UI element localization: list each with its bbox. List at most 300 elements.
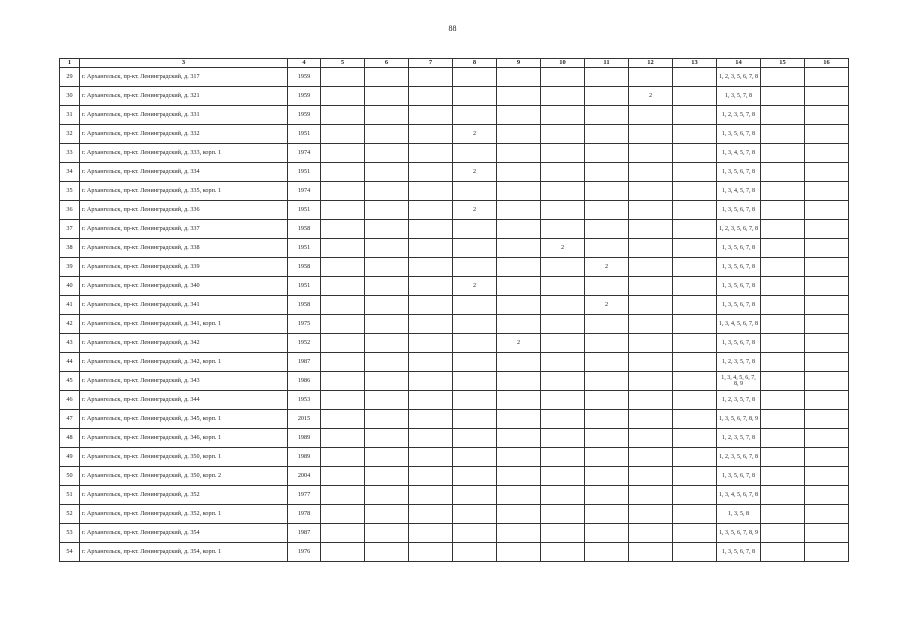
- table-cell: [585, 486, 629, 505]
- table-cell: [629, 144, 673, 163]
- table-cell: [673, 429, 717, 448]
- table-cell: [365, 315, 409, 334]
- address-cell: г. Архангельск, пр-кт. Ленинградский, д. 341: [80, 296, 288, 315]
- table-cell: 1, 3, 4, 5, 6, 7, 8, 9: [717, 372, 761, 391]
- row-number-cell: 44: [60, 353, 80, 372]
- table-cell: 1, 3, 5, 6, 7, 8: [717, 277, 761, 296]
- table-cell: [365, 296, 409, 315]
- table-cell: [673, 410, 717, 429]
- row-number-cell: 48: [60, 429, 80, 448]
- table-row: [60, 182, 849, 201]
- table-cell: [629, 201, 673, 220]
- table-cell: 2: [453, 201, 497, 220]
- table-cell: [761, 258, 805, 277]
- table-cell: [321, 87, 365, 106]
- year-cell: 1987: [288, 524, 321, 543]
- table-cell: [321, 106, 365, 125]
- table-cell: [673, 334, 717, 353]
- table-cell: [453, 391, 497, 410]
- table-cell: 2: [497, 334, 541, 353]
- address-cell: г. Архангельск, пр-кт. Ленинградский, д. 354, корп. 1: [80, 543, 288, 562]
- table-cell: 1, 2, 3, 5, 7, 8: [717, 391, 761, 410]
- table-cell: [673, 125, 717, 144]
- row-number-cell: 30: [60, 87, 80, 106]
- table-cell: [585, 125, 629, 144]
- table-cell: [541, 334, 585, 353]
- table-cell: [673, 239, 717, 258]
- table-cell: [673, 448, 717, 467]
- year-cell: 1958: [288, 258, 321, 277]
- row-number-cell: 31: [60, 106, 80, 125]
- year-cell: 1974: [288, 182, 321, 201]
- table-cell: [805, 182, 849, 201]
- table-cell: [629, 505, 673, 524]
- table-cell: [321, 372, 365, 391]
- table-cell: [629, 220, 673, 239]
- table-cell: [365, 125, 409, 144]
- table-cell: [805, 201, 849, 220]
- table-cell: [497, 353, 541, 372]
- row-number-cell: 33: [60, 144, 80, 163]
- table-row: [60, 486, 849, 505]
- table-cell: [805, 296, 849, 315]
- table-cell: [321, 182, 365, 201]
- row-number-cell: 49: [60, 448, 80, 467]
- table-cell: [453, 296, 497, 315]
- table-cell: [409, 239, 453, 258]
- table-cell: [453, 239, 497, 258]
- table-cell: [409, 220, 453, 239]
- row-number-cell: 29: [60, 68, 80, 87]
- table-cell: [585, 163, 629, 182]
- row-number-cell: 32: [60, 125, 80, 144]
- table-cell: [321, 467, 365, 486]
- table-row: [60, 467, 849, 486]
- table-cell: [409, 68, 453, 87]
- table-cell: [409, 277, 453, 296]
- table-cell: 1, 3, 5, 7, 8: [717, 87, 761, 106]
- table-cell: 1, 3, 5, 6, 7, 8: [717, 543, 761, 562]
- table-cell: [585, 448, 629, 467]
- row-number-cell: 37: [60, 220, 80, 239]
- row-number-cell: 39: [60, 258, 80, 277]
- table-cell: [409, 448, 453, 467]
- table-cell: [409, 125, 453, 144]
- table-cell: [497, 410, 541, 429]
- table-row: [60, 391, 849, 410]
- table-cell: [805, 486, 849, 505]
- table-cell: [497, 201, 541, 220]
- table-cell: [805, 144, 849, 163]
- address-cell: г. Архангельск, пр-кт. Ленинградский, д. 342: [80, 334, 288, 353]
- table-cell: [453, 334, 497, 353]
- table-cell: [805, 68, 849, 87]
- address-cell: г. Архангельск, пр-кт. Ленинградский, д. 335, корп. 1: [80, 182, 288, 201]
- year-cell: 2015: [288, 410, 321, 429]
- table-cell: [541, 220, 585, 239]
- table-cell: [409, 353, 453, 372]
- address-cell: г. Архангельск, пр-кт. Ленинградский, д. 344: [80, 391, 288, 410]
- table-cell: [497, 524, 541, 543]
- table-cell: [321, 125, 365, 144]
- table-cell: [805, 106, 849, 125]
- table-cell: [409, 163, 453, 182]
- table-cell: 1, 3, 5, 6, 7, 8, 9: [717, 524, 761, 543]
- table-cell: 1, 3, 4, 5, 6, 7, 8: [717, 486, 761, 505]
- table-cell: [541, 372, 585, 391]
- table-cell: [629, 315, 673, 334]
- table-cell: [541, 391, 585, 410]
- table-cell: [365, 220, 409, 239]
- table-row: [60, 296, 849, 315]
- table-row: [60, 87, 849, 106]
- year-cell: 1975: [288, 315, 321, 334]
- table-cell: [673, 296, 717, 315]
- address-cell: г. Архангельск, пр-кт. Ленинградский, д. 331: [80, 106, 288, 125]
- table-cell: [761, 334, 805, 353]
- table-cell: [321, 486, 365, 505]
- table-cell: [321, 429, 365, 448]
- table-cell: [321, 239, 365, 258]
- column-header: 9: [497, 59, 541, 68]
- table-cell: [497, 239, 541, 258]
- table-cell: [629, 486, 673, 505]
- table-row: [60, 372, 849, 391]
- row-number-cell: 51: [60, 486, 80, 505]
- table-cell: [453, 220, 497, 239]
- table-cell: [673, 505, 717, 524]
- table-cell: [673, 277, 717, 296]
- table-cell: [497, 220, 541, 239]
- address-cell: г. Архангельск, пр-кт. Ленинградский, д. 354: [80, 524, 288, 543]
- row-number-cell: 38: [60, 239, 80, 258]
- table-cell: [805, 87, 849, 106]
- table-cell: 1, 2, 3, 5, 6, 7, 8: [717, 448, 761, 467]
- table-cell: [409, 410, 453, 429]
- column-header: 16: [805, 59, 849, 68]
- year-cell: 1953: [288, 391, 321, 410]
- table-cell: 1, 3, 5, 6, 7, 8: [717, 334, 761, 353]
- table-cell: [409, 182, 453, 201]
- table-cell: [409, 258, 453, 277]
- table-cell: [365, 410, 409, 429]
- table-cell: [365, 334, 409, 353]
- table-cell: [541, 182, 585, 201]
- table-cell: [453, 429, 497, 448]
- column-header: 10: [541, 59, 585, 68]
- row-number-cell: 41: [60, 296, 80, 315]
- table-row: [60, 543, 849, 562]
- table-cell: [805, 505, 849, 524]
- table-cell: [761, 296, 805, 315]
- year-cell: 1959: [288, 87, 321, 106]
- table-cell: [321, 448, 365, 467]
- table-cell: 2: [541, 239, 585, 258]
- table-cell: [805, 524, 849, 543]
- table-cell: [629, 258, 673, 277]
- table-cell: 1, 3, 5, 8: [717, 505, 761, 524]
- table-cell: [409, 429, 453, 448]
- year-cell: 1951: [288, 201, 321, 220]
- table-cell: [805, 239, 849, 258]
- table-cell: [497, 258, 541, 277]
- table-cell: [365, 277, 409, 296]
- column-header: 6: [365, 59, 409, 68]
- table-cell: [629, 296, 673, 315]
- table-cell: [541, 315, 585, 334]
- table-cell: [541, 429, 585, 448]
- table-cell: [761, 144, 805, 163]
- table-cell: 1, 2, 3, 5, 7, 8: [717, 106, 761, 125]
- year-cell: 1989: [288, 429, 321, 448]
- table-cell: [805, 315, 849, 334]
- table-cell: [541, 163, 585, 182]
- address-cell: г. Архангельск, пр-кт. Ленинградский, д. 345, корп. 1: [80, 410, 288, 429]
- table-cell: [761, 315, 805, 334]
- table-cell: [585, 410, 629, 429]
- table-cell: [761, 220, 805, 239]
- table-cell: 1, 3, 5, 6, 7, 8: [717, 163, 761, 182]
- table-cell: [409, 391, 453, 410]
- row-number-cell: 54: [60, 543, 80, 562]
- table-cell: [673, 258, 717, 277]
- table-cell: [497, 144, 541, 163]
- address-cell: г. Архангельск, пр-кт. Ленинградский, д. 332: [80, 125, 288, 144]
- table-cell: [321, 353, 365, 372]
- column-header: 12: [629, 59, 673, 68]
- row-number-cell: 34: [60, 163, 80, 182]
- table-cell: [497, 467, 541, 486]
- year-cell: 1989: [288, 448, 321, 467]
- address-cell: г. Архангельск, пр-кт. Ленинградский, д. 333, корп. 1: [80, 144, 288, 163]
- table-cell: [365, 505, 409, 524]
- table-cell: [761, 543, 805, 562]
- table-cell: 1, 3, 5, 6, 7, 8: [717, 258, 761, 277]
- column-header: 13: [673, 59, 717, 68]
- table-cell: [629, 429, 673, 448]
- table-cell: [541, 201, 585, 220]
- table-cell: [409, 106, 453, 125]
- table-row: [60, 277, 849, 296]
- table-cell: [541, 87, 585, 106]
- table-cell: [321, 296, 365, 315]
- table-cell: 2: [585, 296, 629, 315]
- table-cell: [585, 182, 629, 201]
- table-row: [60, 429, 849, 448]
- table-cell: [365, 239, 409, 258]
- year-cell: 1958: [288, 296, 321, 315]
- year-cell: 2004: [288, 467, 321, 486]
- table-cell: [761, 68, 805, 87]
- table-cell: [497, 182, 541, 201]
- row-number-cell: 35: [60, 182, 80, 201]
- year-cell: 1952: [288, 334, 321, 353]
- table-cell: 1, 3, 5, 6, 7, 8: [717, 125, 761, 144]
- table-cell: [365, 467, 409, 486]
- table-cell: [585, 239, 629, 258]
- table-cell: [673, 391, 717, 410]
- row-number-cell: 47: [60, 410, 80, 429]
- table-cell: [541, 296, 585, 315]
- table-cell: [673, 220, 717, 239]
- table-cell: [541, 144, 585, 163]
- table-cell: [629, 372, 673, 391]
- table-cell: [409, 505, 453, 524]
- year-cell: 1951: [288, 163, 321, 182]
- table-cell: [585, 277, 629, 296]
- table-cell: [629, 163, 673, 182]
- address-cell: г. Архангельск, пр-кт. Ленинградский, д. 317: [80, 68, 288, 87]
- table-row: [60, 68, 849, 87]
- table-cell: [497, 315, 541, 334]
- table-cell: [453, 524, 497, 543]
- table-cell: [805, 429, 849, 448]
- row-number-cell: 40: [60, 277, 80, 296]
- table-cell: [365, 372, 409, 391]
- year-cell: 1977: [288, 486, 321, 505]
- table-cell: [321, 220, 365, 239]
- table-cell: [541, 410, 585, 429]
- table-cell: [673, 87, 717, 106]
- table-cell: [365, 163, 409, 182]
- table-cell: [321, 524, 365, 543]
- table-cell: [453, 505, 497, 524]
- table-cell: [761, 524, 805, 543]
- table-cell: [409, 467, 453, 486]
- table-cell: [497, 486, 541, 505]
- table-cell: [673, 467, 717, 486]
- column-header: 1: [60, 59, 80, 68]
- table-cell: [585, 391, 629, 410]
- column-header: 14: [717, 59, 761, 68]
- table-cell: [805, 277, 849, 296]
- table-cell: [321, 505, 365, 524]
- table-cell: [541, 68, 585, 87]
- table-cell: [453, 106, 497, 125]
- table-cell: [761, 106, 805, 125]
- table-cell: [321, 391, 365, 410]
- table-cell: [409, 315, 453, 334]
- column-header: 7: [409, 59, 453, 68]
- address-cell: г. Архангельск, пр-кт. Ленинградский, д. 350, корп. 2: [80, 467, 288, 486]
- table-cell: [365, 201, 409, 220]
- table-cell: [585, 334, 629, 353]
- table-cell: 1, 3, 5, 6, 7, 8: [717, 239, 761, 258]
- table-cell: [453, 372, 497, 391]
- table-cell: [453, 144, 497, 163]
- table-cell: 1, 3, 5, 6, 7, 8: [717, 201, 761, 220]
- year-cell: 1986: [288, 372, 321, 391]
- address-cell: г. Архангельск, пр-кт. Ленинградский, д. 340: [80, 277, 288, 296]
- table-cell: [365, 543, 409, 562]
- building-register-table: [59, 58, 849, 562]
- table-cell: [497, 68, 541, 87]
- table-row: [60, 144, 849, 163]
- address-cell: г. Архангельск, пр-кт. Ленинградский, д. 341, корп. 1: [80, 315, 288, 334]
- table-cell: [673, 486, 717, 505]
- table-cell: [585, 467, 629, 486]
- table-cell: [453, 182, 497, 201]
- table-cell: [497, 448, 541, 467]
- table-row: [60, 524, 849, 543]
- table-cell: 1, 3, 5, 6, 7, 8, 9: [717, 410, 761, 429]
- table-cell: [761, 182, 805, 201]
- table-cell: [321, 258, 365, 277]
- year-cell: 1951: [288, 239, 321, 258]
- table-row: [60, 448, 849, 467]
- table-cell: 1, 3, 5, 6, 7, 8: [717, 296, 761, 315]
- year-cell: 1976: [288, 543, 321, 562]
- table-cell: [409, 334, 453, 353]
- year-cell: 1978: [288, 505, 321, 524]
- table-cell: [761, 87, 805, 106]
- table-cell: [585, 68, 629, 87]
- table-header-row: [60, 59, 849, 68]
- table-cell: [761, 201, 805, 220]
- table-cell: [409, 87, 453, 106]
- table-cell: [629, 467, 673, 486]
- table-cell: [761, 125, 805, 144]
- table-cell: [541, 524, 585, 543]
- table-row: [60, 239, 849, 258]
- row-number-cell: 52: [60, 505, 80, 524]
- address-cell: г. Архангельск, пр-кт. Ленинградский, д. 352, корп. 1: [80, 505, 288, 524]
- table-cell: [365, 87, 409, 106]
- row-number-cell: 50: [60, 467, 80, 486]
- table-cell: [541, 258, 585, 277]
- table-cell: [805, 448, 849, 467]
- table-cell: [673, 372, 717, 391]
- table-cell: [673, 68, 717, 87]
- table-row: [60, 505, 849, 524]
- table-cell: [321, 201, 365, 220]
- table-cell: [409, 372, 453, 391]
- table-cell: [761, 353, 805, 372]
- table-cell: [805, 258, 849, 277]
- table-cell: [585, 87, 629, 106]
- table-cell: [497, 163, 541, 182]
- column-header: 3: [80, 59, 288, 68]
- table-cell: 2: [629, 87, 673, 106]
- table-cell: [541, 277, 585, 296]
- table-cell: [585, 201, 629, 220]
- table-cell: [805, 372, 849, 391]
- table-cell: 1, 3, 4, 5, 7, 8: [717, 144, 761, 163]
- table-cell: [321, 334, 365, 353]
- table-cell: [673, 201, 717, 220]
- table-cell: [629, 277, 673, 296]
- table-cell: [321, 68, 365, 87]
- column-header: 15: [761, 59, 805, 68]
- row-number-cell: 43: [60, 334, 80, 353]
- table-cell: 1, 2, 3, 5, 7, 8: [717, 353, 761, 372]
- table-cell: [585, 144, 629, 163]
- table-cell: [805, 467, 849, 486]
- table-cell: 2: [453, 125, 497, 144]
- table-row: [60, 258, 849, 277]
- table-cell: [673, 524, 717, 543]
- column-header: 5: [321, 59, 365, 68]
- table-cell: [497, 125, 541, 144]
- table-cell: [453, 315, 497, 334]
- table-row: [60, 163, 849, 182]
- table-cell: 1, 2, 3, 5, 6, 7, 8: [717, 68, 761, 87]
- table-cell: [453, 68, 497, 87]
- table-cell: [673, 163, 717, 182]
- table-cell: [497, 106, 541, 125]
- table-cell: 1, 3, 4, 5, 6, 7, 8: [717, 315, 761, 334]
- table-row: [60, 125, 849, 144]
